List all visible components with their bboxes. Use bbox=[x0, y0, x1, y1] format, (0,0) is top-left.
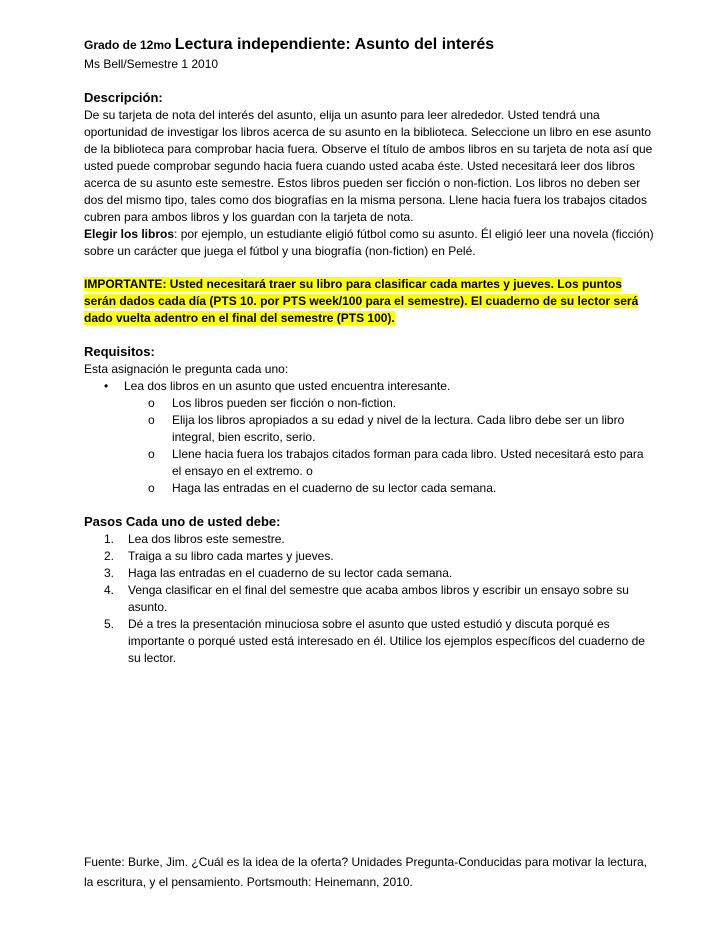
step-item bbox=[104, 616, 654, 667]
bullet-icon: • bbox=[104, 379, 109, 393]
document-page bbox=[84, 36, 654, 667]
steps-list bbox=[84, 531, 654, 667]
circle-bullet-icon: o bbox=[148, 396, 155, 410]
description-text: De su tarjeta de nota del interés del asunto, elija un asunto para leer alrededor. Usted tendrá una oportunidad de investigar los libros acerca de su asunto en la biblioteca. Seleccione un libro en ese asunto de la biblioteca para comprobar hacia fuera. Observe el título de ambos libros en su tarjeta de nota así que usted puede comprobar segundo hacia fuera cuando usted acaba éste. Usted necesitará leer dos libros acerca de su asunto este semestre. Estos libros pueden ser ficción o non-fiction. Los libros no deben ser dos del mismo tipo, tales como dos biografías en la misma persona. Llene hacia fuera los trabajos citados cubren para ambos libros y los guardan con la tarjeta de nota. bbox=[84, 108, 653, 224]
steps-heading: Pasos Cada uno de usted debe: bbox=[84, 514, 281, 529]
step-number: 1. bbox=[104, 532, 115, 546]
choose-books-text: : por ejemplo, un estudiante eligió fútbol como su asunto. Él eligió leer una novela (ficción) sobre un carácter que juega el fútbol y una biografía (non-fiction) en Pelé. bbox=[84, 227, 654, 258]
step-number: 2. bbox=[104, 549, 115, 563]
sub-item-text: Haga las entradas en el cuaderno de su lector cada semana. bbox=[172, 481, 497, 495]
step-text: Haga las entradas en el cuaderno de su lector cada semana. bbox=[128, 566, 453, 580]
step-text: Dé a tres la presentación minuciosa sobre el asunto que usted estudió y discuta porqué es importante o porqué usted está interesado en él. Utilice los ejemplos específicos del cuaderno de su lector. bbox=[128, 617, 645, 665]
sub-item bbox=[148, 446, 654, 480]
choose-books-label: Elegir los libros bbox=[84, 227, 175, 241]
circle-bullet-icon: o bbox=[148, 447, 155, 461]
grade-label: Grado de 12mo bbox=[84, 38, 172, 52]
important-text: IMPORTANTE: Usted necesitará traer su libro para clasificar cada martes y jueves. Los puntos serán dados cada día (PTS 10. por PTS week/100 para el semestre). El cuaderno de su lector será dado vuelta adentro en el final del semestre (PTS 100). bbox=[84, 277, 639, 325]
requirements-intro: Esta asignación le pregunta cada uno: bbox=[84, 362, 289, 376]
sub-item-text: Elija los libros apropiados a su edad y nivel de la lectura. Cada libro debe ser un libro integral, bien escrito, serio. bbox=[172, 413, 625, 444]
step-item bbox=[104, 582, 654, 616]
requirements-list bbox=[84, 378, 654, 497]
title-text: Lectura independiente: Asunto del interés bbox=[174, 36, 495, 53]
sub-item bbox=[148, 412, 654, 446]
important-notice bbox=[84, 276, 654, 327]
circle-bullet-icon: o bbox=[148, 413, 155, 427]
step-number: 5. bbox=[104, 617, 115, 631]
requirement-item bbox=[100, 378, 654, 497]
sub-item-text: Llene hacia fuera los trabajos citados forman para cada libro. Usted necesitará esto para el ensayo en el extremo. o bbox=[172, 447, 644, 478]
step-item bbox=[104, 531, 654, 548]
step-item bbox=[104, 548, 654, 565]
requirement-sublist bbox=[124, 395, 654, 497]
step-item bbox=[104, 565, 654, 582]
source-citation: Fuente: Burke, Jim. ¿Cuál es la idea de la oferta? Unidades Pregunta-Conducidas para motivar la lectura, la escritura, y el pensamiento. Portsmouth: Heinemann, 2010. bbox=[84, 855, 647, 889]
step-number: 4. bbox=[104, 583, 115, 597]
description-heading: Descripción: bbox=[84, 90, 163, 105]
step-number: 3. bbox=[104, 566, 115, 580]
sub-item bbox=[148, 395, 654, 412]
requirement-text: Lea dos libros en un asunto que usted encuentra interesante. bbox=[124, 379, 451, 393]
circle-bullet-icon: o bbox=[148, 481, 155, 495]
teacher-semester: Ms Bell/Semestre 1 2010 bbox=[84, 57, 219, 71]
requirements-heading: Requisitos: bbox=[84, 344, 155, 359]
sub-item bbox=[148, 480, 654, 497]
document-title bbox=[84, 36, 654, 54]
step-text: Lea dos libros este semestre. bbox=[128, 532, 285, 546]
step-text: Traiga a su libro cada martes y jueves. bbox=[128, 549, 334, 563]
description-body bbox=[84, 107, 654, 260]
sub-item-text: Los libros pueden ser ficción o non-fiction. bbox=[172, 396, 397, 410]
step-text: Venga clasificar en el final del semestre que acaba ambos libros y escribir un ensayo sobre su asunto. bbox=[128, 583, 629, 614]
